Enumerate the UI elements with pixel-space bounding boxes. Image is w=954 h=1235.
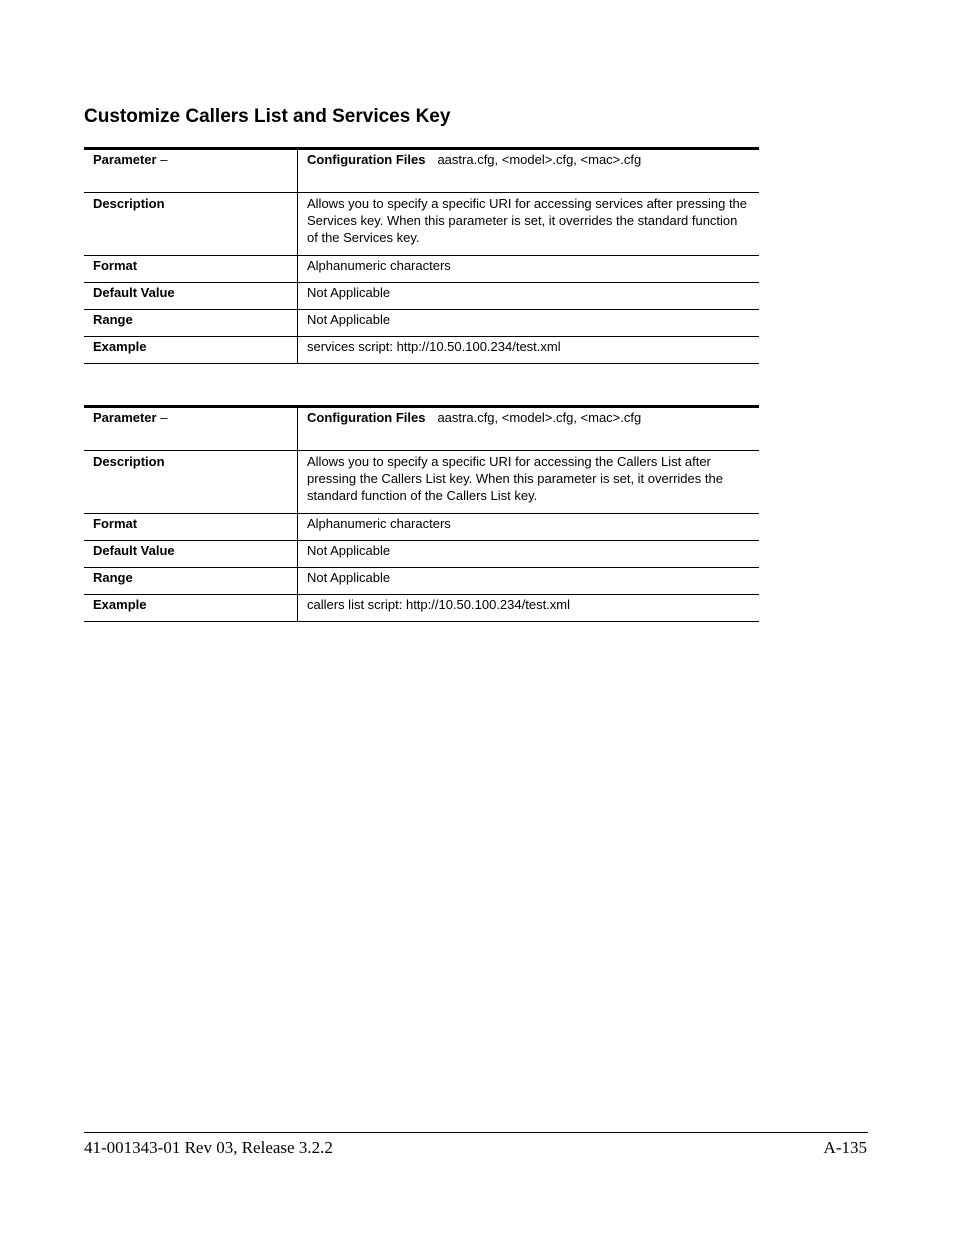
- parameter-dash: –: [156, 152, 168, 167]
- default-value-row: [84, 283, 759, 310]
- parameter-row: [84, 149, 759, 193]
- format-label: Format: [84, 514, 298, 541]
- example-label: Example: [84, 595, 298, 622]
- example-row: [84, 337, 759, 364]
- description-row: [84, 193, 759, 256]
- description-label: Description: [84, 193, 298, 256]
- services-key-parameter-table: [84, 147, 759, 364]
- default-value-label: Default Value: [84, 283, 298, 310]
- config-files-cell: [298, 407, 760, 451]
- example-label: Example: [84, 337, 298, 364]
- format-row: [84, 256, 759, 283]
- parameter-label: Parameter: [93, 410, 157, 425]
- range-row: [84, 568, 759, 595]
- default-value: Not Applicable: [298, 283, 760, 310]
- footer-doc-id: 41-001343-01 Rev 03, Release 3.2.2: [84, 1138, 333, 1157]
- format-label: Format: [84, 256, 298, 283]
- example-row: [84, 595, 759, 622]
- config-files-label: Configuration Files: [307, 410, 426, 425]
- config-files-label: Configuration Files: [307, 152, 426, 167]
- footer-page-number: A-135: [823, 1138, 867, 1157]
- parameter-label: Parameter: [93, 152, 157, 167]
- page-title: Customize Callers List and Services Key: [84, 106, 451, 127]
- footer-divider: [84, 1132, 868, 1133]
- range-value: Not Applicable: [298, 568, 760, 595]
- parameter-label-cell: [84, 407, 298, 451]
- description-value: Allows you to specify a specific URI for accessing the Callers List after pressing the Callers List key. When this parameter is set, it overrides the standard function of the Callers List key.: [298, 451, 760, 514]
- description-value: Allows you to specify a specific URI for accessing services after pressing the Services key. When this parameter is set, it overrides the standard function of the Services key.: [298, 193, 760, 256]
- format-row: [84, 514, 759, 541]
- range-label: Range: [84, 568, 298, 595]
- config-files-value: aastra.cfg, <model>.cfg, <mac>.cfg: [437, 152, 642, 167]
- example-value: callers list script: http://10.50.100.234/test.xml: [298, 595, 760, 622]
- default-value-row: [84, 541, 759, 568]
- config-files-cell: [298, 149, 760, 193]
- parameter-label-cell: [84, 149, 298, 193]
- description-label: Description: [84, 451, 298, 514]
- description-row: [84, 451, 759, 514]
- default-value: Not Applicable: [298, 541, 760, 568]
- range-label: Range: [84, 310, 298, 337]
- format-value: Alphanumeric characters: [298, 514, 760, 541]
- range-row: [84, 310, 759, 337]
- config-files-value: aastra.cfg, <model>.cfg, <mac>.cfg: [437, 410, 642, 425]
- parameter-dash: –: [156, 410, 168, 425]
- callers-list-parameter-table: [84, 405, 759, 622]
- range-value: Not Applicable: [298, 310, 760, 337]
- example-value: services script: http://10.50.100.234/test.xml: [298, 337, 760, 364]
- format-value: Alphanumeric characters: [298, 256, 760, 283]
- parameter-row: [84, 407, 759, 451]
- default-value-label: Default Value: [84, 541, 298, 568]
